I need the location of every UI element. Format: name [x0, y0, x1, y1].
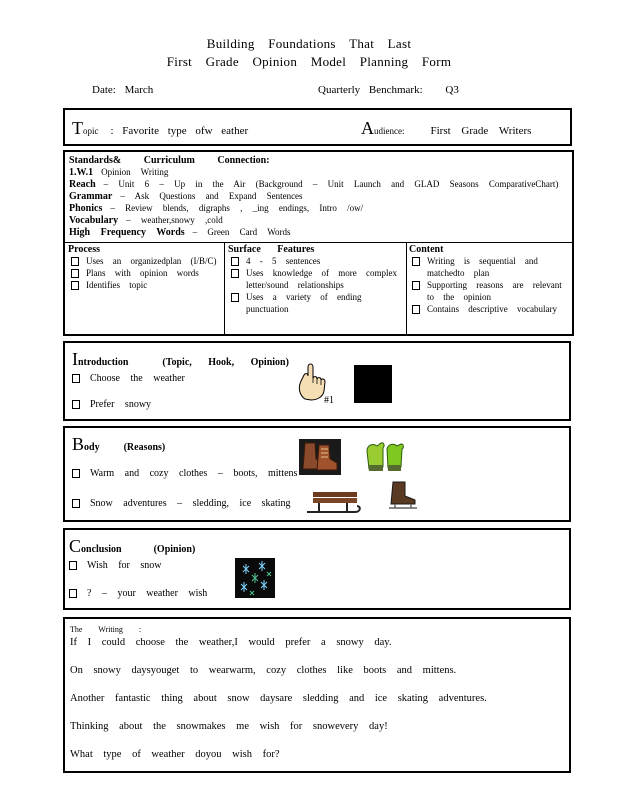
- body-item-2: Snow adventures – sledding, ice skating: [72, 498, 291, 509]
- black-square-icon: [354, 365, 392, 403]
- content-items: [409, 255, 571, 315]
- process-column: [68, 243, 222, 334]
- standards-line: [69, 167, 168, 178]
- writing-heading: The Writing :: [70, 625, 142, 634]
- process-heading: Process: [68, 244, 101, 255]
- standards-line: [69, 215, 223, 226]
- content-column: [409, 243, 571, 334]
- writing-line: Thinking about the snowmakes me wish for snowevery day!: [70, 721, 388, 732]
- content-item: Writing is sequential and matchedto plan: [409, 255, 571, 279]
- standards-line-key: High Frequency Words: [69, 227, 185, 238]
- conclusion-label: onclusion: [81, 544, 122, 555]
- surface-item: Uses knowledge of more complex letter/sound relationships: [228, 267, 404, 291]
- topic-box: [63, 108, 572, 146]
- standards-line-text: – Review blends, digraphs , _ing endings, Intro /ow/: [110, 203, 364, 213]
- date-row: [92, 84, 153, 96]
- audience-label: udience:: [374, 126, 405, 136]
- standards-box: [63, 150, 574, 336]
- standards-line-key: Grammar: [69, 191, 113, 202]
- boots-icon: [299, 439, 341, 475]
- standards-line: [69, 179, 558, 190]
- standards-line-text: – Unit 6 – Up in the Air (Background – Unit Launch and GLAD Seasons ComparativeChart): [103, 179, 559, 189]
- introduction-sub: (Topic, Hook, Opinion): [162, 357, 289, 368]
- standards-line: [69, 191, 303, 202]
- page-title-line1: Building Foundations That Last: [206, 36, 412, 51]
- benchmark-row: [318, 84, 459, 96]
- content-item: Contains descriptive vocabulary: [409, 303, 571, 315]
- conclusion-item-2: ? – your weather wish: [69, 588, 207, 599]
- date-value: March: [124, 84, 154, 96]
- body-label: ody: [84, 442, 100, 453]
- body-sub: (Reasons): [123, 442, 166, 453]
- standards-line-key: Phonics: [69, 203, 103, 214]
- conclusion-item-1: Wish for snow: [69, 560, 161, 571]
- topic-row: [72, 118, 248, 139]
- body-item-1: Warm and cozy clothes – boots, mittens: [72, 468, 297, 479]
- column-divider: [406, 243, 407, 334]
- process-item: Plans with opinion words: [68, 267, 222, 279]
- bullet-box-icon: [412, 281, 420, 290]
- body-letter: B: [72, 434, 85, 454]
- standards-line: [69, 203, 363, 214]
- writing-box: [63, 617, 571, 773]
- surface-item: Uses a variety of ending punctuation: [228, 291, 404, 315]
- process-items: [68, 255, 222, 291]
- conclusion-box: [63, 528, 571, 610]
- audience-letter: A: [361, 118, 374, 138]
- standards-heading: Standards& Curriculum Connection:: [69, 155, 270, 166]
- ice-skate-icon: [383, 480, 421, 512]
- surface-column: [228, 243, 404, 334]
- date-label: Date:: [92, 84, 116, 96]
- conclusion-sub: (Opinion): [153, 544, 196, 555]
- bullet-box-icon: [412, 257, 420, 266]
- criteria-table: [65, 243, 572, 334]
- standards-line-text: – Green Card Words: [192, 227, 291, 237]
- introduction-heading: [72, 349, 289, 370]
- process-item: Identifies topic: [68, 279, 222, 291]
- snowflakes-icon: [235, 558, 275, 598]
- content-heading: Content: [409, 244, 444, 255]
- writing-line: What type of weather doyou wish for?: [70, 749, 280, 760]
- page-title-line2: First Grade Opinion Model Planning Form: [166, 54, 452, 69]
- topic-label: opic: [83, 126, 99, 136]
- surface-heading: Surface Features: [228, 244, 315, 255]
- standards-line-key: 1.W.1: [69, 167, 94, 178]
- bullet-box-icon: [71, 269, 79, 278]
- content-item: Supporting reasons are relevant to the opinion: [409, 279, 571, 303]
- audience-row: [361, 118, 531, 139]
- topic-letter: T: [72, 118, 83, 138]
- surface-items: [228, 255, 404, 315]
- writing-line: On snowy daysyouget to wearwarm, cozy clothes like boots and mittens.: [70, 665, 457, 676]
- conclusion-heading: [69, 536, 195, 557]
- benchmark-value: Q3: [445, 84, 459, 96]
- bullet-box-icon: [231, 293, 239, 302]
- introduction-label: ntroduction: [78, 357, 129, 368]
- standards-line-key: Reach: [69, 179, 96, 190]
- standards-line-text: Opinion Writing: [101, 167, 169, 177]
- mittens-icon: [363, 441, 407, 475]
- introduction-item-2: Prefer snowy: [72, 399, 151, 410]
- body-heading: [72, 434, 165, 455]
- sled-icon: [305, 486, 363, 518]
- writing-line: If I could choose the weather,I would prefer a snowy day.: [70, 637, 392, 648]
- introduction-item-1: Choose the weather: [72, 373, 185, 384]
- audience-value: First Grade Writers: [430, 125, 532, 137]
- column-divider: [224, 243, 225, 334]
- standards-line: [69, 227, 291, 238]
- topic-value: : Favorite type ofw eather: [110, 125, 249, 137]
- introduction-caption: #1: [324, 395, 334, 406]
- standards-line-text: – Ask Questions and Expand Sentences: [120, 191, 303, 201]
- introduction-letter: I: [72, 349, 78, 369]
- writing-line: Another fantastic thing about snow daysare sledding and ice skating adventures.: [70, 693, 487, 704]
- standards-line-key: Vocabulary: [69, 215, 119, 226]
- benchmark-label: Quarterly Benchmark:: [318, 84, 423, 96]
- bullet-box-icon: [412, 305, 420, 314]
- introduction-box: [63, 341, 571, 421]
- bullet-box-icon: [71, 281, 79, 290]
- process-item: Uses an organizedplan (I/B/C): [68, 255, 222, 267]
- standards-line-text: – weather,snowy ,cold: [126, 215, 223, 225]
- bullet-box-icon: [231, 257, 239, 266]
- surface-item: 4 - 5 sentences: [228, 255, 404, 267]
- conclusion-letter: C: [69, 536, 82, 556]
- bullet-box-icon: [71, 257, 79, 266]
- bullet-box-icon: [231, 269, 239, 278]
- body-box: [63, 426, 571, 522]
